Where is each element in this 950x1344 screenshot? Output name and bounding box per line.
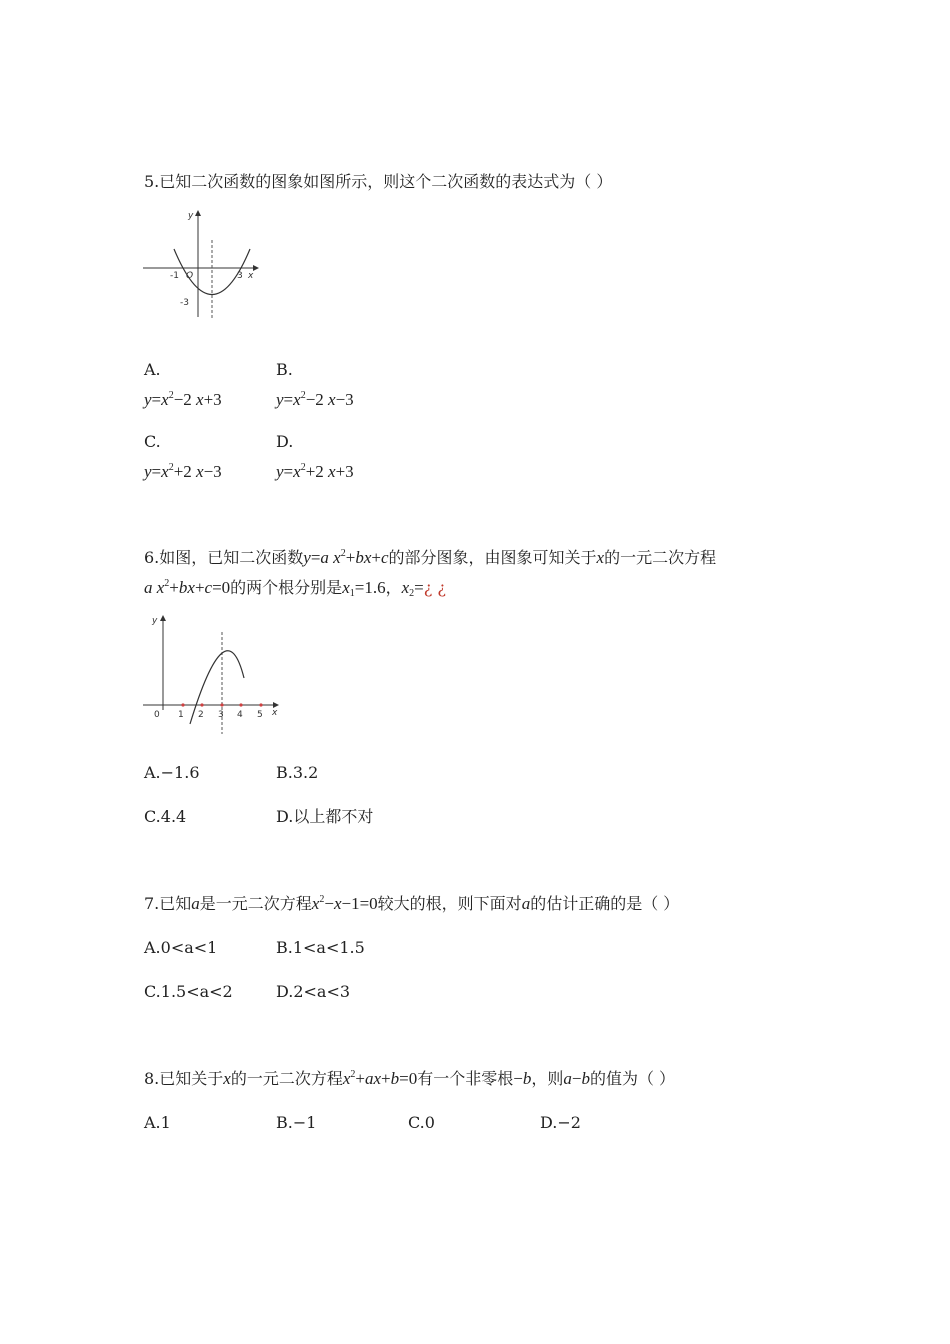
q5-option-a-expr: $y=x^2-2$ x+3 — [144, 390, 222, 409]
q5-option-a-letter: A. — [144, 360, 161, 379]
q6-x2: $x_2=$ — [401, 578, 424, 599]
q8-equation: $x^2+ax+b=0$ — [342, 1069, 418, 1088]
q8-text-5: 的值为（ ） — [589, 1069, 676, 1088]
q6-tick-0: 0 — [154, 710, 160, 720]
q6-option-b: B.3.2 — [276, 763, 319, 782]
q5-option-c-letter: C. — [144, 432, 161, 451]
q6-text-1: 如图，已知二次函数 — [159, 548, 304, 567]
q6-graph — [140, 612, 285, 737]
q5-origin-label: O — [186, 271, 194, 281]
q5-option-c-expr: $y=x^2+2$ x−3 — [144, 462, 222, 481]
q7-text-4: 的估计正确的是（ ） — [530, 894, 680, 913]
q5-option-d-letter: D. — [276, 432, 294, 451]
q6-y-label: y — [152, 616, 158, 626]
q6-var: x — [596, 548, 605, 567]
q5-tick-neg3: -3 — [180, 298, 189, 308]
q6-text-4: 的两个根分别是 — [230, 578, 343, 597]
q8-option-a: A.1 — [144, 1113, 171, 1132]
q8-text-4: ，则 — [531, 1069, 564, 1088]
q7-option-c: C.1.5<a<2 — [144, 982, 233, 1001]
q8-var: x — [223, 1069, 231, 1088]
q5-tick-3: 3 — [237, 271, 243, 281]
q6-text-3: 的一元二次方程 — [604, 548, 717, 567]
q8-stem — [144, 1069, 675, 1089]
q5-number: 5. — [144, 172, 160, 191]
q6-garbled-blank: ¿ ¿ — [423, 578, 446, 597]
q8-root: −b — [513, 1069, 532, 1088]
q6-stem-line2 — [144, 578, 446, 598]
q7-text-3: 较大的根，则下面对 — [377, 894, 522, 913]
q8-option-d: D.−2 — [540, 1113, 581, 1132]
q6-tick-dot-1 — [181, 703, 184, 706]
q6-sep: ， — [385, 578, 402, 597]
q6-function: y=a $x^2+bx+c$ — [303, 548, 389, 567]
q7-equation: $x^2-x-1=0$ — [311, 894, 378, 913]
q6-option-c: C.4.4 — [144, 807, 187, 826]
q7-text-1: 已知 — [159, 894, 192, 913]
q7-option-b: B.1<a<1.5 — [276, 938, 365, 957]
q7-var: a — [191, 894, 200, 913]
q6-x1: $x_1=1.6$ — [342, 578, 386, 599]
q6-tick-dot-5 — [259, 703, 262, 706]
q5-y-label: y — [188, 211, 194, 221]
q5-text: 已知二次函数的图象如图所示，则这个二次函数的表达式为（ ） — [159, 172, 613, 191]
q6-text-2: 的部分图象，由图象可知关于 — [388, 548, 597, 567]
q6-tick-3: 3 — [218, 710, 224, 720]
q5-option-d-expr: $y=x^2+2$ x+3 — [276, 462, 354, 481]
q7-option-a: A.0<a<1 — [144, 938, 218, 957]
q6-tick-1: 1 — [178, 710, 184, 720]
q6-option-a: A.−1.6 — [144, 763, 200, 782]
q6-tick-dot-4 — [239, 703, 242, 706]
q8-text-1: 已知关于 — [159, 1069, 224, 1088]
q6-tick-2: 2 — [198, 710, 204, 720]
q6-stem-line1 — [144, 548, 716, 568]
q5-tick-neg1: -1 — [170, 271, 179, 281]
q7-option-d: D.2<a<3 — [276, 982, 351, 1001]
q6-tick-dot-3 — [220, 703, 223, 706]
q8-option-b: B.−1 — [276, 1113, 317, 1132]
q7-text-2: 是一元二次方程 — [199, 894, 312, 913]
q5-option-b-expr: $y=x^2-2$ x−3 — [276, 390, 354, 409]
q6-number: 6. — [144, 548, 160, 567]
q5-graph — [140, 205, 265, 320]
q8-text-3: 有一个非零根 — [417, 1069, 514, 1088]
q7-stem — [144, 894, 679, 914]
q6-tick-dot-2 — [200, 703, 203, 706]
q8-expr: a−b — [563, 1069, 590, 1088]
q6-x-label: x — [272, 708, 278, 718]
q5-option-b-letter: B. — [276, 360, 293, 379]
q8-option-c: C.0 — [408, 1113, 435, 1132]
q5-x-label: x — [248, 271, 254, 281]
q6-equation: a $x^2+bx+c=0$ — [144, 578, 231, 597]
q8-number: 8. — [144, 1069, 160, 1088]
q6-option-d: D.以上都不对 — [276, 807, 374, 826]
q7-number: 7. — [144, 894, 160, 913]
q6-tick-5: 5 — [257, 710, 263, 720]
q6-tick-4: 4 — [237, 710, 243, 720]
q5-stem — [144, 172, 612, 192]
q7-var-2: a — [521, 894, 531, 913]
q8-text-2: 的一元二次方程 — [230, 1069, 343, 1088]
